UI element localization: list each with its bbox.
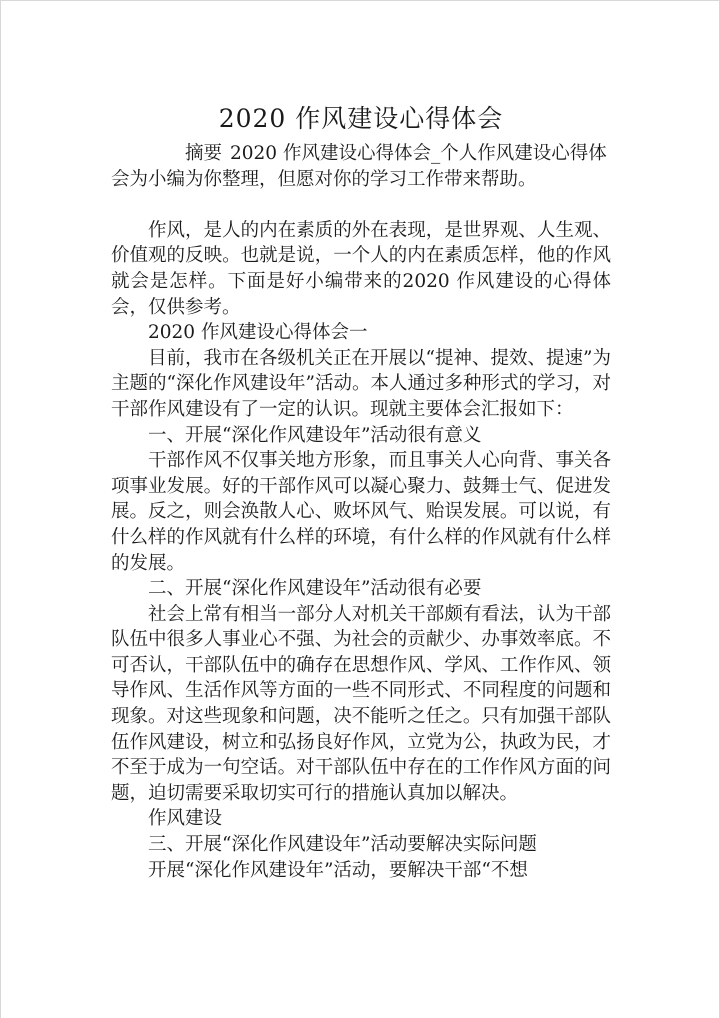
body-paragraph: 目前，我市在各级机关正在开展以“提神、提效、提速”为主题的“深化作风建设年”活动。本人通过多种形式的学习，对干部作风建设有了一定的认识。现就主要体会汇报如下： xyxy=(111,347,611,420)
section-heading: 一、开展“深化作风建设年”活动很有意义 xyxy=(148,424,482,446)
body-paragraph: 社会上常有相当一部分人对机关干部颇有看法，认为干部队伍中很多人事业心不强、为社会的贡献少、办事效率底。不可否认，干部队伍中的确存在思想作风、学风、工作作风、领导作风、生活作风等方面的一些不同形式、不同程度的问题和现象。对这些现象和问题，决不能听之任之。只有加强干部队伍作风建设，树立和弘扬良好作风，立党为公，执政为民，才不至于成为一句空话。对干部队伍中存在的工作作风方面的问题，迫切需要采取切实可行的措施认真加以解决。 xyxy=(111,603,611,804)
document-body xyxy=(111,141,611,883)
section-heading: 作风建设 xyxy=(148,808,223,830)
abstract-text: 2020 作风建设心得体会_个人作风建设心得体会为小编为你整理，但愿对你的学习工作带来帮助。 xyxy=(111,143,607,190)
abstract-label: 摘要 xyxy=(185,143,223,164)
body-paragraph: 作风，是人的内在素质的外在表现，是世界观、人生观、价值观的反映。也就是说，一个人的内在素质怎样，他的作风就会是怎样。下面是好小编带来的2020 作风建设的心得体会，仅供参考。 xyxy=(111,219,611,318)
body-paragraph: 开展“深化作风建设年”活动，要解决干部“不想 xyxy=(148,859,528,881)
section-heading: 2020 作风建设心得体会一 xyxy=(148,322,368,344)
abstract-paragraph xyxy=(111,141,611,192)
document-title: 2020 作风建设心得体会 xyxy=(218,104,504,133)
body-paragraph: 干部作风不仅事关地方形象，而且事关人心向背、事关各项事业发展。好的干部作风可以凝心聚力、鼓舞士气、促进发展。反之，则会涣散人心、败坏风气、贻误发展。可以说，有什么样的作风就有什么样的环境，有什么样的作风就有什么样的发展。 xyxy=(111,450,611,574)
section-heading: 三、开展“深化作风建设年”活动要解决实际问题 xyxy=(148,834,537,856)
paragraph-spacer xyxy=(111,192,611,218)
section-heading: 二、开展“深化作风建设年”活动很有必要 xyxy=(148,578,482,600)
